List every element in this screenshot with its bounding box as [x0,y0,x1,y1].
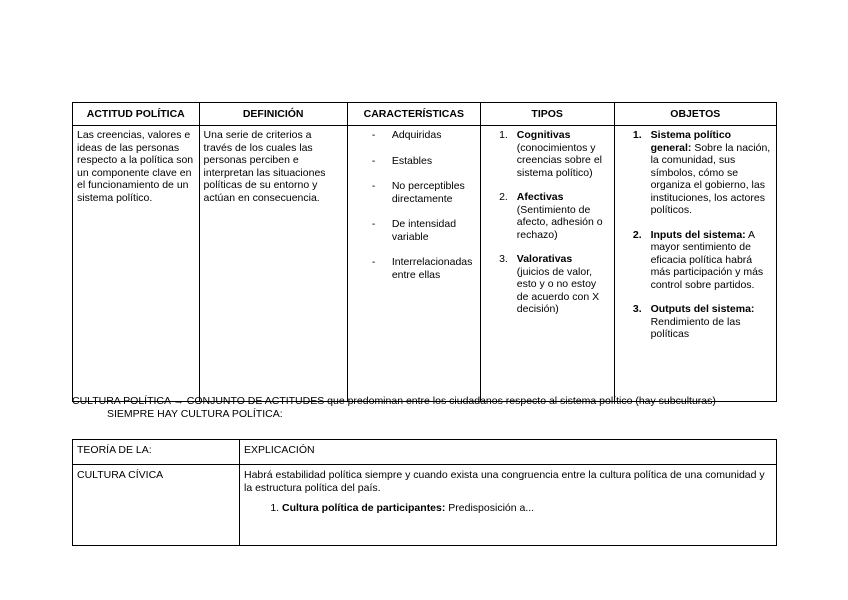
cultura-politica-summary [72,395,792,421]
header-explicacion: EXPLICACIÓN [240,440,777,465]
objeto-desc: A mayor sentimiento de eficacia política habrá más participación y más control sobre partidos. [650,228,764,291]
actitud-politica-table [72,102,777,402]
cell-definicion: Una serie de criterios a través de los cuales las personas perciben e interpretan las situaciones políticas de su entorno y actúan en consecuencia. [199,126,347,402]
list-item: - No perceptibles directamente [372,180,476,205]
table-header-row [73,103,777,126]
header-definicion: DEFINICIÓN [199,103,347,126]
tipo-desc: (Sentimiento de afecto, adhesión o rechazo) [516,203,603,241]
cell-explicacion [240,465,777,546]
caracteristicas-list [352,129,476,281]
list-item [511,253,610,316]
objeto-desc: Rendimiento de las políticas [650,315,741,340]
list-item [645,229,772,292]
list-item [511,129,610,179]
list-item [511,191,610,241]
objeto-title: Sistema político general: [650,129,732,154]
list-item: - Interrelacionadas entre ellas [372,256,476,281]
tipo-desc: (conocimientos y creencias sobre el sistema político) [516,141,602,179]
teoria-table [72,439,777,546]
tipo-desc: (juicios de valor, esto y o no estoy de acuerdo con X decisión) [516,265,600,315]
summary-line-2: SIEMPRE HAY CULTURA POLÍTICA: [107,408,283,420]
tipos-list [485,129,610,316]
table-row [73,465,777,546]
explicacion-list [244,502,772,515]
header-actitud: ACTITUD POLÍTICA [73,103,200,126]
objetos-list [619,129,772,341]
header-tipos: TIPOS [480,103,614,126]
explicacion-text: Habrá estabilidad política siempre y cuando exista una congruencia entre la cultura política de una comunidad y la estructura política del país. [244,469,765,494]
tipo-title: Valorativas [516,253,573,265]
objeto-desc: Sobre la nación, la comunidad, sus símbolos, cómo se organiza el gobierno, las instituciones, los actores políticos. [650,141,771,216]
list-item: - Adquiridas [372,129,476,142]
objeto-title: Inputs del sistema: [650,228,746,241]
cell-cultura-civica: CULTURA CÍVICA [73,465,240,546]
objeto-title: Outputs del sistema: [650,303,755,315]
table-body-row [73,126,777,402]
header-caracteristicas: CARACTERÍSTICAS [347,103,480,126]
table-header-row [73,440,777,465]
list-item [282,502,772,515]
header-teoria: TEORÍA DE LA: [73,440,240,465]
item-desc: Predisposición a... [448,502,535,514]
cell-caracteristicas [347,126,480,402]
cell-tipos [480,126,614,402]
list-item [645,303,772,341]
cell-objetos [614,126,776,402]
header-objetos: OBJETOS [614,103,776,126]
cell-actitud: Las creencias, valores e ideas de las personas respecto a la política son un componente clave en el funcionamiento de un sistema político. [73,126,200,402]
list-item: - De intensidad variable [372,218,476,243]
list-item [645,129,772,217]
summary-line-1: CULTURA POLÍTICA → CONJUNTO DE ACTITUDES que predominan entre los ciudadanos respecto al sistema político (hay subculturas) [72,395,716,407]
item-title: Cultura política de participantes: [282,502,446,514]
tipo-title: Afectivas [516,191,564,203]
tipo-title: Cognitivas [516,129,571,141]
list-item: - Estables [372,155,476,168]
